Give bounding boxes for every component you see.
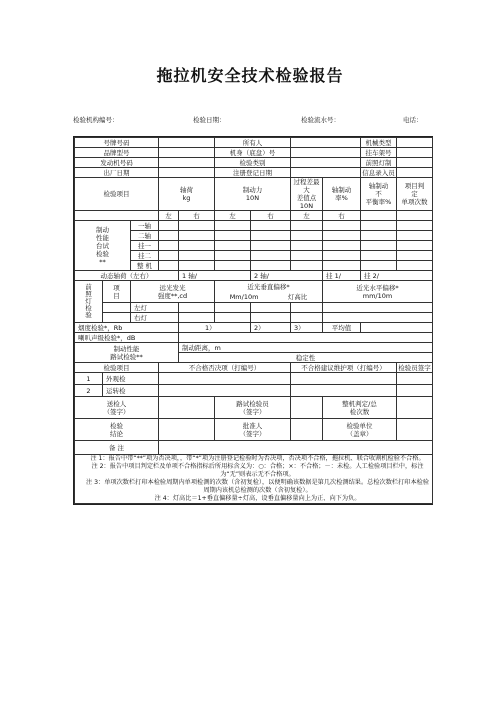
info-label: 机械类型 <box>361 138 397 148</box>
inspection-unit-label: 检验单位 （盖章） <box>323 419 397 441</box>
road-inspector-sign-label: 路试检验员 （签字） <box>215 397 291 419</box>
info-row <box>75 168 433 178</box>
near-horizontal-header: 近光水平偏移* mm/10m <box>323 281 433 303</box>
info-value[interactable] <box>291 158 361 168</box>
report-header <box>73 115 433 125</box>
axle2-load: 2 轴/ <box>251 271 323 281</box>
brake-item-header: 检验项目 <box>75 178 159 211</box>
info-value[interactable] <box>159 138 215 148</box>
result-item: 外观检 <box>103 373 159 385</box>
smoke-row <box>75 323 433 333</box>
brake-distance-label: 制动距离，m <box>179 343 433 353</box>
headlamp-left-row <box>75 303 433 313</box>
info-label: 所有人 <box>215 138 291 148</box>
serial-number-label: 检验流水号： <box>301 116 340 124</box>
left-right-row <box>75 211 433 221</box>
remark-value[interactable] <box>159 441 433 455</box>
info-row <box>75 138 433 148</box>
info-value[interactable] <box>291 168 361 178</box>
sign-row <box>75 397 433 419</box>
brake-header-row <box>75 178 433 211</box>
report-title: 拖拉机安全技术检验报告 <box>156 66 344 85</box>
info-value[interactable] <box>159 158 215 168</box>
smoke-value-3: 3） <box>291 323 323 333</box>
headlamp-right-row <box>75 313 433 323</box>
info-label: 前照灯制 <box>361 158 397 168</box>
info-label: 信息录入员 <box>362 168 395 177</box>
axle-rate-header: 轴制动 率% <box>323 178 361 211</box>
info-row <box>75 148 433 158</box>
veto-header: 不合格否决项（打编号） <box>159 363 291 373</box>
axle1-load: 1 轴/ <box>179 271 251 281</box>
info-label: 检验类别 <box>215 158 291 168</box>
result-header-row <box>75 363 433 373</box>
count-header: 单项次数 <box>401 198 428 206</box>
conclusion-label: 检验 结论 <box>75 419 159 441</box>
brake-row <box>75 221 433 231</box>
lamp-height-ratio: 灯高比 <box>287 292 308 301</box>
imbalance-header: 轴制动 不 平衡率% <box>361 178 397 211</box>
dynamic-label: 动态轴荷（左右） <box>75 271 179 281</box>
mm-unit: Mm/10m <box>229 292 259 301</box>
info-label: 挂车架号 <box>361 148 397 158</box>
brake-force-header: 制动力 10N <box>215 178 291 211</box>
result-item-header: 检验项目 <box>75 363 159 373</box>
notes-row <box>75 455 433 504</box>
axle-label: 二轴 <box>131 231 159 241</box>
headlamp-header-row <box>75 281 433 303</box>
stability-label: 稳定性 <box>179 353 433 363</box>
diff-max-header: 过程差最大 差值点 10N <box>291 178 323 211</box>
result-row <box>75 385 433 397</box>
note-4: 注 4：灯高比＝1+垂直偏移量÷灯高，设垂直偏移量向上为正、向下为负。 <box>154 495 361 502</box>
right-label: 右 <box>323 211 361 221</box>
headlamp-side-label: 前 照 灯 检 验 <box>75 281 103 323</box>
sign-row <box>75 419 433 441</box>
right-lamp-label: 右灯 <box>131 313 179 323</box>
remark-row <box>75 441 433 455</box>
info-label: 机身（底盘）号 <box>215 148 291 158</box>
info-value[interactable] <box>159 168 215 178</box>
road-test-row <box>75 343 433 353</box>
report-table <box>74 137 433 504</box>
info-label: 出厂日期 <box>75 168 159 178</box>
note-2: 注 2：报告中项目判定栏及单项不合格指标后所用标含义为：○：合格；×：不合格；－：未检。人工检验项目栏中，标注为“无”则表示无不合格项。 <box>91 463 424 478</box>
headlamp-item-label: 项 目 <box>103 281 131 303</box>
far-beam-header: 远光发光 强度**,cd <box>131 281 215 303</box>
left-label: 左 <box>215 211 251 221</box>
axle-label: 挂二 <box>131 251 159 261</box>
horn-label: 喇叭声级检验*，dB <box>75 333 179 343</box>
info-label: 发动机号码 <box>75 158 159 168</box>
overall-judge-label: 整机判定/总 检次数 <box>323 397 397 419</box>
judge-header: 项目判 定 <box>404 182 425 198</box>
advice-header: 不合格建议维护项（打编号） <box>291 363 397 373</box>
info-row <box>75 158 433 168</box>
info-value[interactable] <box>397 168 433 178</box>
info-label: 品牌型号 <box>75 148 159 158</box>
phone-label: 电话： <box>403 116 423 124</box>
left-lamp-label: 左灯 <box>131 303 179 313</box>
trailer1-load: 挂 1/ <box>323 271 361 281</box>
result-number: 2 <box>75 385 103 397</box>
road-test-label: 制动性能 路试检验** <box>75 343 179 363</box>
info-label: 注册登记日期 <box>215 168 291 178</box>
smoke-value-1: 1） <box>179 323 251 333</box>
info-value[interactable] <box>291 138 361 148</box>
left-label: 左 <box>159 211 179 221</box>
whole-label: 整 机 <box>131 261 159 271</box>
result-row <box>75 373 433 385</box>
report-form <box>73 136 433 505</box>
submitter-sign-label: 送检人 （签字） <box>75 397 159 419</box>
notes-cell <box>75 455 433 504</box>
brake-side-label: 制动 性能 台试 检验 ** <box>75 221 131 271</box>
axle-label: 挂一 <box>131 241 159 251</box>
dynamic-load-row <box>75 271 433 281</box>
note-3: 注 3：单项次数栏打印本检验周期内单项检测的次数（含初复检），以便明确该数据是第几次检测结果。总检次数栏打印本检验周期内该机总检测的次数（含初复检）。 <box>85 479 430 494</box>
smoke-value-2: 2） <box>251 323 291 333</box>
axle-label: 一轴 <box>131 221 159 231</box>
smoke-label: 烟度检验*，Rb <box>75 323 179 333</box>
info-value[interactable] <box>397 158 433 168</box>
right-label: 右 <box>251 211 291 221</box>
result-number: 1 <box>75 373 103 385</box>
org-number-label: 检验机构编号： <box>73 116 119 124</box>
left-label: 左 <box>291 211 323 221</box>
near-vertical-header <box>215 281 323 303</box>
note-1: 注 1：报告中带“**”项为否决项，，带“*”项为注册登记检验时为否决项，否决项不合格，拖拉机、联合收割机检验不合格。 <box>90 455 425 462</box>
info-value[interactable] <box>291 148 361 158</box>
remark-label: 备 注 <box>75 441 159 455</box>
inspection-date-label: 检验日期： <box>193 116 226 124</box>
info-label: 号牌号码 <box>75 138 159 148</box>
inspector-sign-header: 检验员签字 <box>398 363 431 372</box>
near-vertical-title: 近光垂直偏移* <box>247 282 290 291</box>
axle-load-header: 轴荷 kg <box>159 178 215 211</box>
approver-sign-label: 批准人 （签字） <box>215 419 291 441</box>
horn-row <box>75 333 433 343</box>
info-value[interactable] <box>397 138 433 148</box>
trailer2-load: 挂 2/ <box>361 271 433 281</box>
info-value[interactable] <box>159 148 215 158</box>
smoke-average-label: 平均值 <box>323 323 361 333</box>
judge-and-count-header <box>397 178 433 211</box>
result-item: 运转检 <box>103 385 159 397</box>
right-label: 右 <box>179 211 215 221</box>
info-value[interactable] <box>397 148 433 158</box>
